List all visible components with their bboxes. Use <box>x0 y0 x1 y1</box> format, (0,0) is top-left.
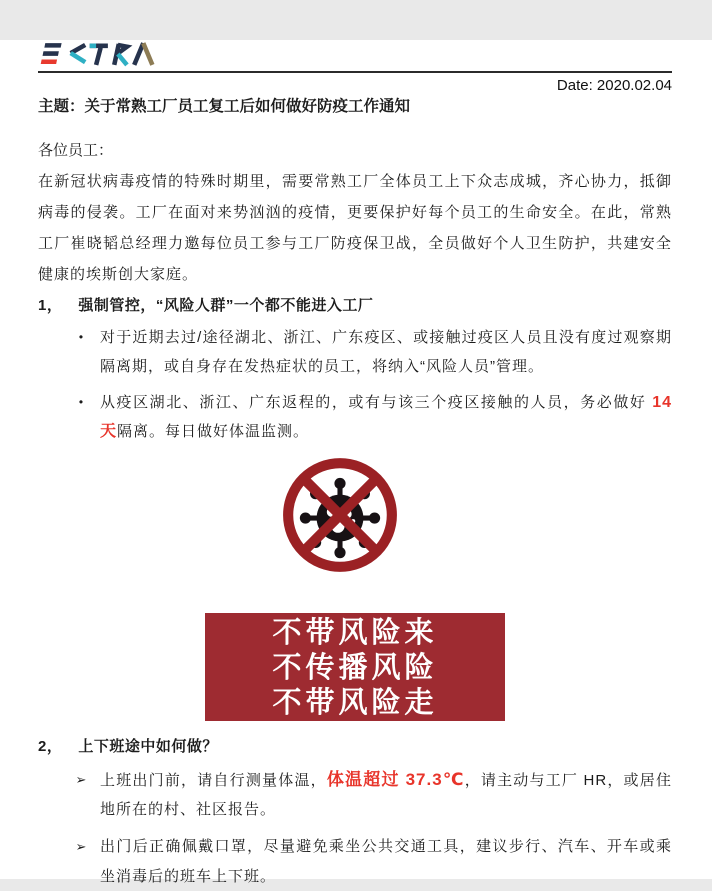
bullet-text-post: ，请主动与工厂 HR，或居住地所在的村、社区报告。 <box>100 772 672 818</box>
date-label: Date: 2020.02.04 <box>556 77 672 94</box>
section1-title: 强制管控，“风险人群”一个都不能进入工厂 <box>78 297 374 314</box>
arrow-bullet-icon: ➢ <box>75 839 87 854</box>
section1-number: 1， <box>38 297 63 314</box>
list-item <box>62 765 672 824</box>
list-item <box>62 832 672 891</box>
bullet-text-pre: 出门后正确佩戴口罩，尽量避免乘坐公共交通工具，建议步行、汽车、开车或乘坐消毒后的班车上下班。 <box>100 838 672 885</box>
bullet-text-pre: 上班出门前，请自行测量体温， <box>100 772 327 789</box>
section2-number: 2， <box>38 738 63 755</box>
bullet-icon: • <box>78 330 84 344</box>
section1-heading <box>38 296 672 316</box>
bullet-text <box>100 765 672 824</box>
bullet-text <box>100 832 672 891</box>
bullet-text <box>100 323 672 381</box>
salutation: 各位员工： <box>38 142 114 159</box>
no-virus-figure <box>38 454 672 576</box>
header-divider <box>38 71 672 73</box>
estra-logo <box>38 40 672 68</box>
section2-title: 上下班途中如何做？ <box>78 738 218 755</box>
list-item <box>62 323 672 381</box>
bullet-text-pre: 对于近期去过/途径湖北、浙江、广东疫区、或接触过疫区人员且没有度过观察期隔离期，或自身存在发热症状的员工，将纳入“风险人员”管理。 <box>100 329 672 375</box>
no-virus-icon <box>279 454 401 576</box>
banner-line-1: 不带风险来 <box>272 614 438 649</box>
document-page <box>0 40 712 885</box>
section2-heading <box>38 737 672 757</box>
banner-line-2: 不传播风险 <box>272 649 438 684</box>
bullet-text-post: 隔离。每日做好体温监测。 <box>117 423 310 440</box>
risk-slogan-banner <box>205 613 505 721</box>
arrow-bullet-icon: ➢ <box>75 772 87 787</box>
intro-paragraph: 在新冠状病毒疫情的特殊时期里，需要常熟工厂全体员工上下众志成城，齐心协力，抵御病毒的侵袭。工厂在面对来势汹汹的疫情，更要保护好每个员工的生命安全。在此，常熟工厂崔晓韬总经理力邀每位员工参与工厂防疫保卫战，全员做好个人卫生防护，共建安全健康的埃斯创大家庭。 <box>38 173 672 283</box>
estra-logo-icon <box>38 40 156 68</box>
banner-line-3: 不带风险走 <box>272 684 438 719</box>
bullet-text <box>100 388 672 446</box>
bullet-text-highlight: 14 天 <box>100 394 672 440</box>
bullet-icon: • <box>78 395 84 409</box>
list-item <box>62 388 672 446</box>
bullet-text-pre: 从疫区湖北、浙江、广东返程的，或有与该三个疫区接触的人员，务必做好 <box>100 394 653 411</box>
subject-line: 主题：关于常熟工厂员工复工后如何做好防疫工作通知 <box>38 98 411 115</box>
bullet-text-highlight: 体温超过 37.3℃ <box>326 770 465 789</box>
